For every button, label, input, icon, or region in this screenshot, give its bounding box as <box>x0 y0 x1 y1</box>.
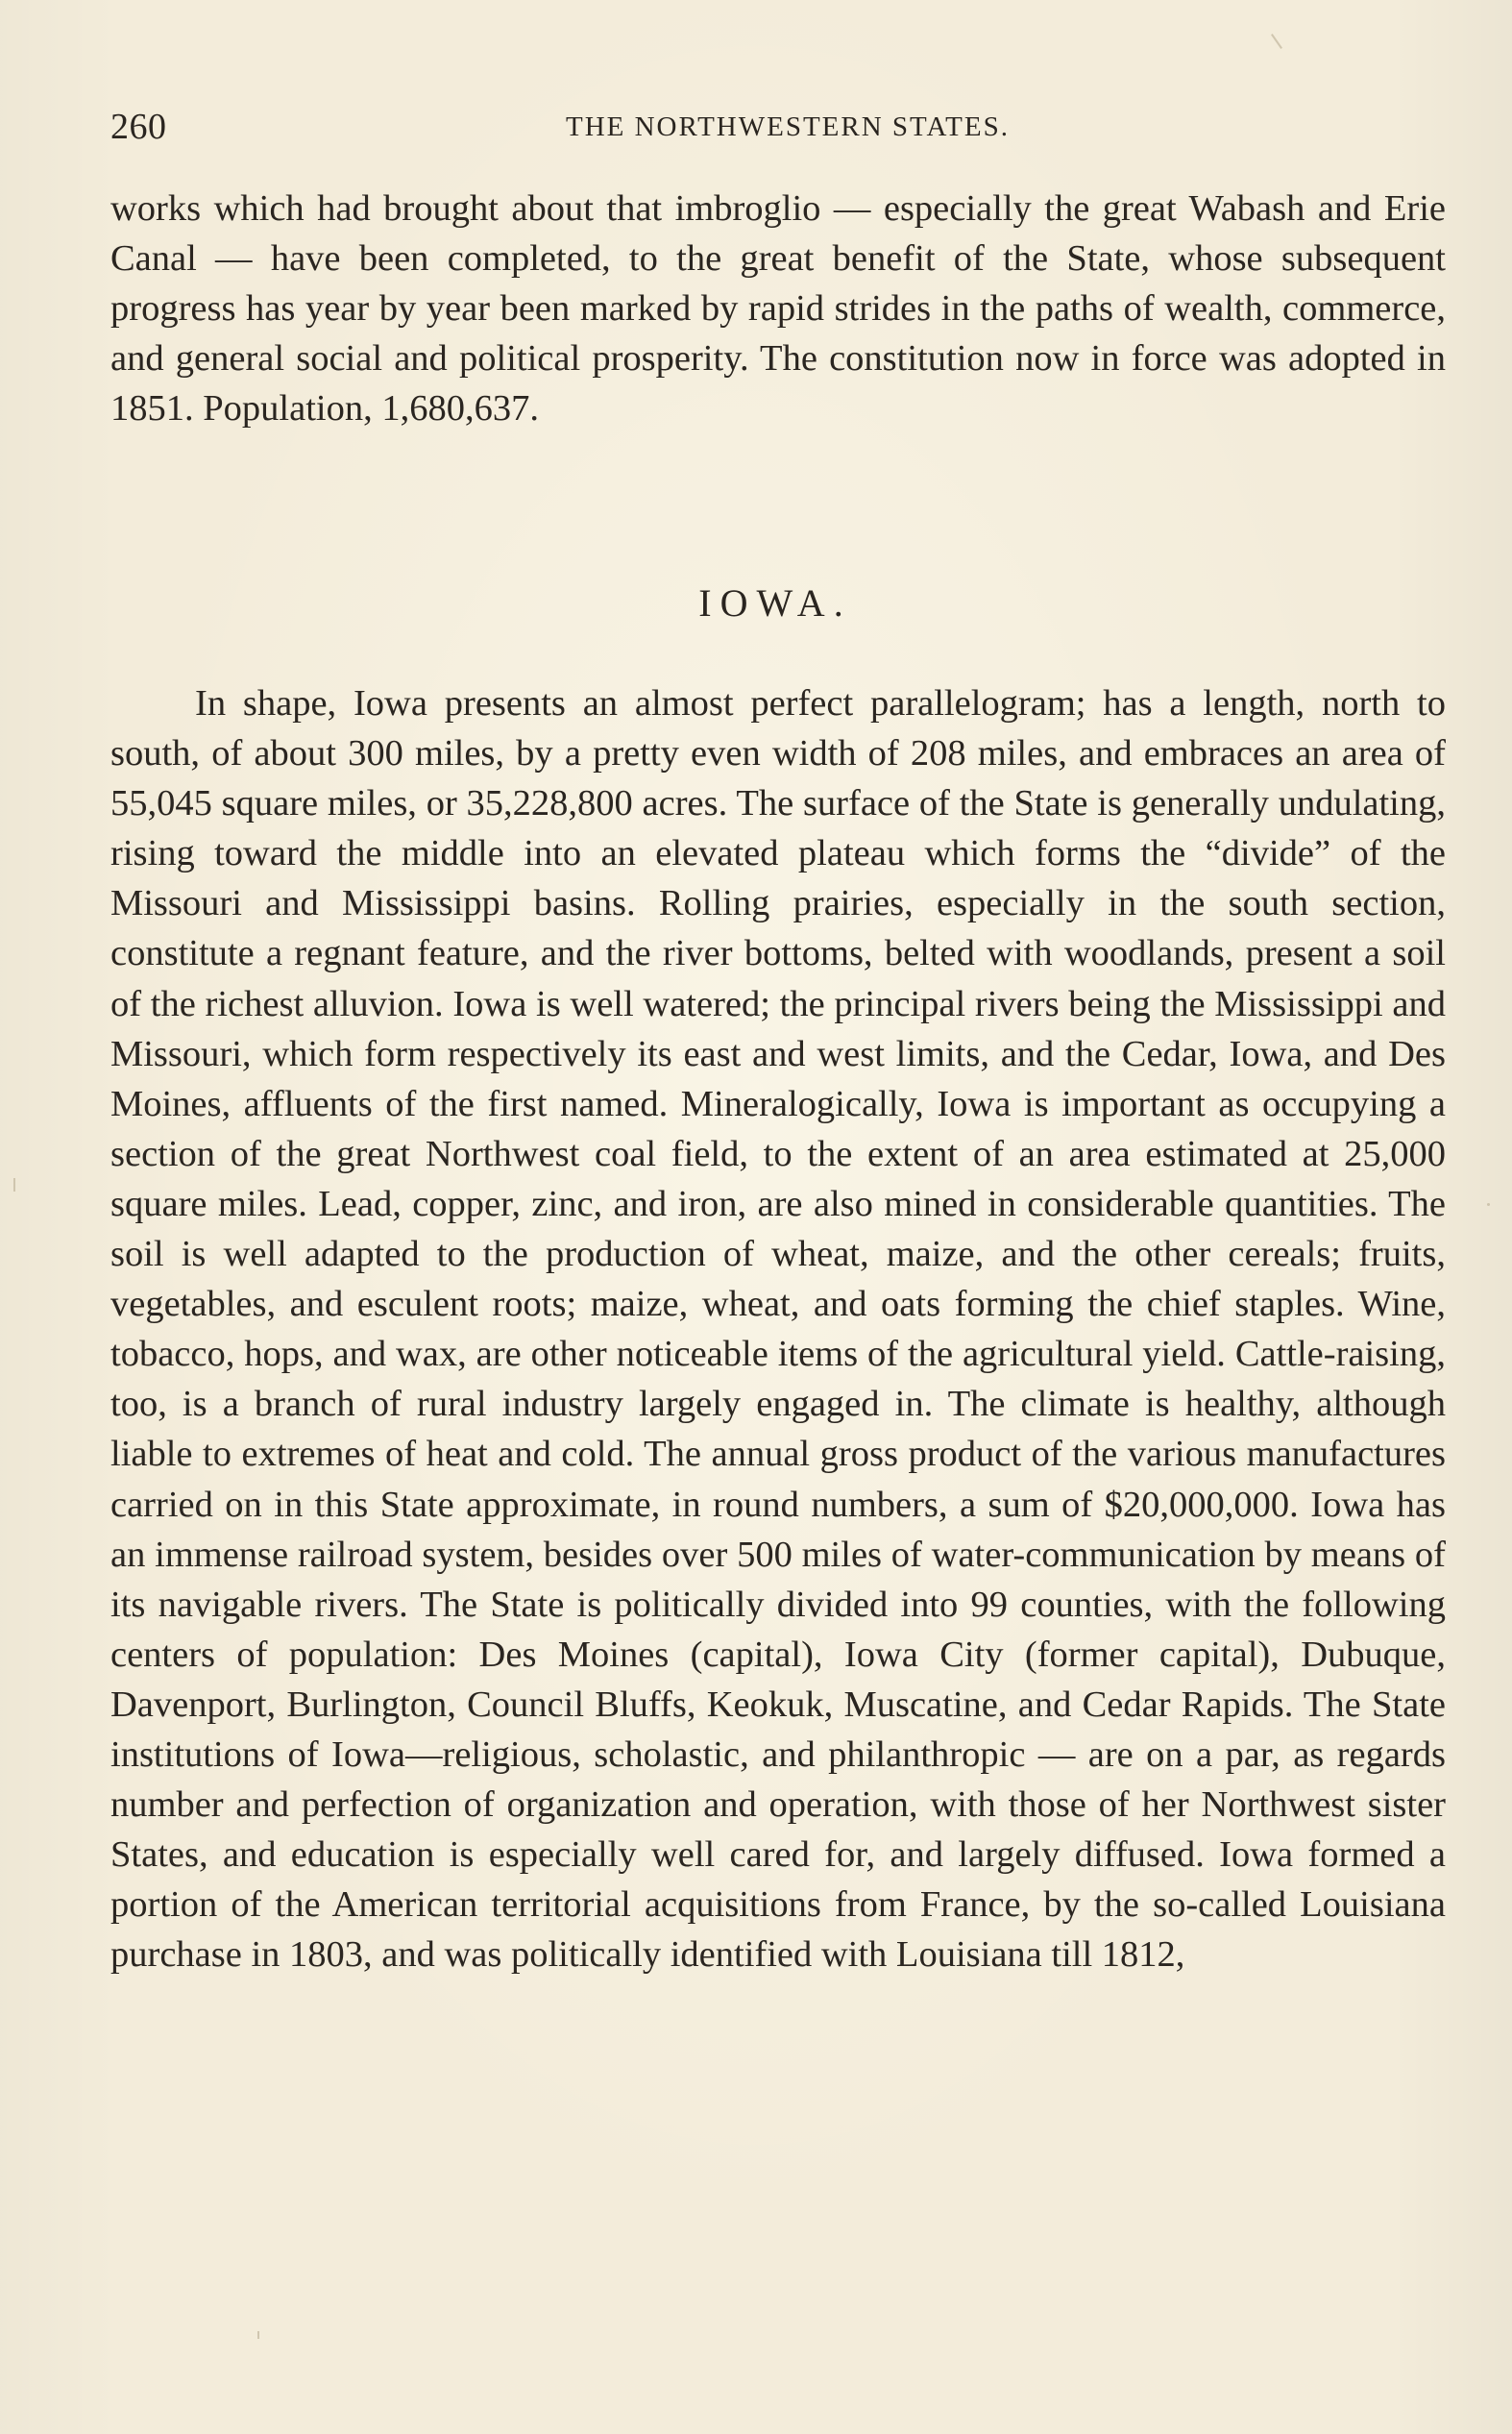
page-header <box>110 98 1446 156</box>
running-title: THE NORTHWESTERN STATES. <box>565 111 1010 142</box>
section-heading-iowa: IOWA. <box>698 581 852 625</box>
paragraph-iowa-description: In shape, Iowa presents an almost perfect parallelogram; has a length, north to south, of about 300 miles, by a pretty even width of 208 miles, and embraces an area of 55,045 square miles, or 35,228,800 acres. The surface of the State is generally undulating, rising toward the middle into an elevated plateau which forms the “divide” of the Missouri and Mississippi basins. Rolling prairies, especially in the south section, constitute a regnant feature, and the river bottoms, belted with woodlands, present a soil of the richest alluvion. Iowa is well watered; the principal rivers being the Mississippi and Missouri, which form respectively its east and west limits, and the Cedar, Iowa, and Des Moines, affluents of the first named. Mineralogically, Iowa is important as occupying a section of the great Northwest coal field, to the extent of an area estimated at 25,000 square miles. Lead, copper, zinc, and iron, are also mined in considerable quantities. The soil is well adapted to the production of wheat, maize, and the other cereals; fruits, vegetables, and esculent roots; maize, wheat, and oats forming the chief staples. Wine, tobacco, hops, and wax, are other noticeable items of the agricultural yield. Cattle-raising, too, is a branch of rural industry largely engaged in. The climate is healthy, although liable to extremes of heat and cold. The annual gross product of the various manufactures carried on in this State approximate, in round numbers, a sum of $20,000,000. Iowa has an immense railroad system, besides over 500 miles of water-communication by means of its navigable rivers. The State is politically divided into 99 counties, with the following centers of population: Des Moines (capital), Iowa City (former capital), Dubuque, Davenport, Burlington, Council Bluffs, Keokuk, Muscatine, and Cedar Rapids. The State institutions of Iowa—religious, scholastic, and philanthropic — are on a par, as regards number and perfection of organization and operation, with those of her Northwest sister States, and education is especially well cared for, and largely diffused. Iowa formed a portion of the American territorial acquisitions from France, by the so-called Louisiana purchase in 1803, and was politically identified with Louisiana till 1812, <box>110 683 1446 1976</box>
stray-mark-top-right <box>1271 34 1282 49</box>
stray-mark-right-margin <box>1487 1203 1490 1206</box>
paragraph-indiana-conclusion: works which had brought about that imbroglio — especially the great Wabash and Erie Canal — have been completed, to the great benefit of the State, whose subsequent progress has year by year been marked by rapid strides in the paths of wealth, commerce, and general social and political prosperity. The constitution now in force was adopted in 1851. Population, 1,680,637. <box>110 188 1446 430</box>
stray-mark-bottom <box>257 2331 259 2339</box>
page-number: 260 <box>110 107 167 147</box>
stray-mark-left-margin <box>13 1178 15 1192</box>
